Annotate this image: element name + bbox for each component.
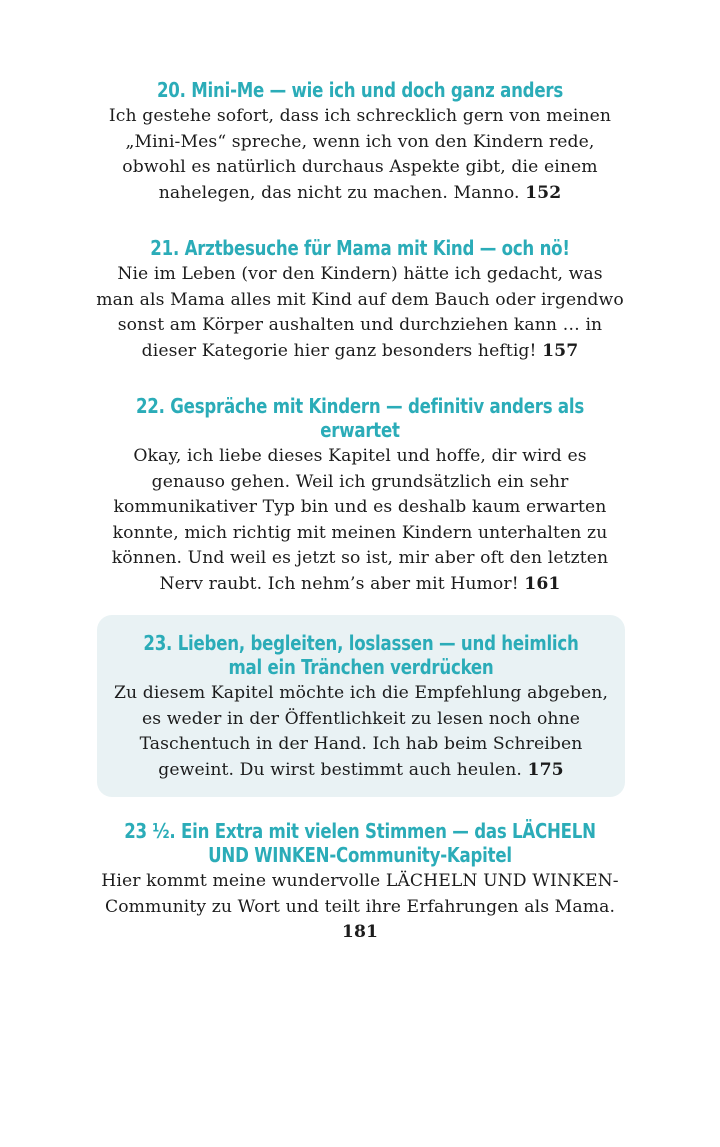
toc-entry-description-text: Okay, ich liebe dieses Kapitel und hoffe, dir wird es genauso gehen. Weil ich grundsätzlich ein sehr kommunikativer Typ bin und es deshalb kaum erwarten konnte, mich richtig mit meinen Kindern unterhalten zu können. Und weil es jetzt so ist, mir aber oft den letzten Nerv raubt. Ich nehm’s aber mit Humor!	[111, 446, 609, 594]
toc-entry-title: 23. Lieben, begleiten, loslassen — und heimlich mal ein Tränchen verdrücken	[143, 631, 579, 679]
toc-entry-description	[96, 444, 624, 597]
toc-entry-page-number: 152	[525, 182, 562, 203]
toc-entry-description	[111, 681, 611, 783]
toc-entry-title: 20. Mini-Me — wie ich und doch ganz anders	[156, 78, 564, 102]
toc-entry-22	[96, 394, 624, 597]
toc-entry-description	[96, 869, 624, 946]
toc-entry-21	[96, 236, 624, 364]
toc-entry-23-half	[96, 819, 624, 946]
toc-entry-title: 22. Gespräche mit Kindern — definitiv anders als erwartet	[135, 394, 585, 442]
toc-entry-page-number: 161	[524, 573, 561, 594]
toc-entry-description	[96, 104, 624, 206]
toc-entry-description-text: Zu diesem Kapitel möchte ich die Empfehlung abgeben, es weder in der Öffentlichkeit zu lesen noch ohne Taschentuch in der Hand. Ich hab beim Schreiben geweint. Du wirst bestimmt auch heulen.	[113, 683, 609, 780]
toc-entry-description-text: Hier kommt meine wundervolle LÄCHELN UND WINKEN-Community zu Wort und teilt ihre Erfahrungen als Mama.	[101, 871, 619, 917]
toc-entry-23-highlighted	[97, 615, 625, 797]
toc-entry-description	[96, 262, 624, 364]
toc-entry-page-number: 157	[542, 340, 579, 361]
toc-entry-description-text: Nie im Leben (vor den Kindern) hätte ich gedacht, was man als Mama alles mit Kind auf dem Bauch oder irgendwo sonst am Körper aushalten und durchziehen kann … in dieser Kategorie hier ganz besonders heftig!	[96, 264, 624, 361]
toc-entry-page-number: 175	[527, 759, 564, 780]
toc-entry-20	[96, 78, 624, 206]
toc-entry-description-text: Ich gestehe sofort, dass ich schrecklich gern von meinen „Mini-Mes“ spreche, wenn ich von den Kindern rede, obwohl es natürlich durchaus Aspekte gibt, die einem nahelegen, das nicht zu machen. Manno.	[108, 106, 612, 203]
toc-entry-title: 23 ½. Ein Extra mit vielen Stimmen — das LÄCHELN UND WINKEN-Community-Kapitel	[124, 819, 596, 867]
toc-entry-title: 21. Arztbesuche für Mama mit Kind — och nö!	[150, 236, 570, 260]
toc-entry-page-number: 181	[341, 922, 379, 942]
